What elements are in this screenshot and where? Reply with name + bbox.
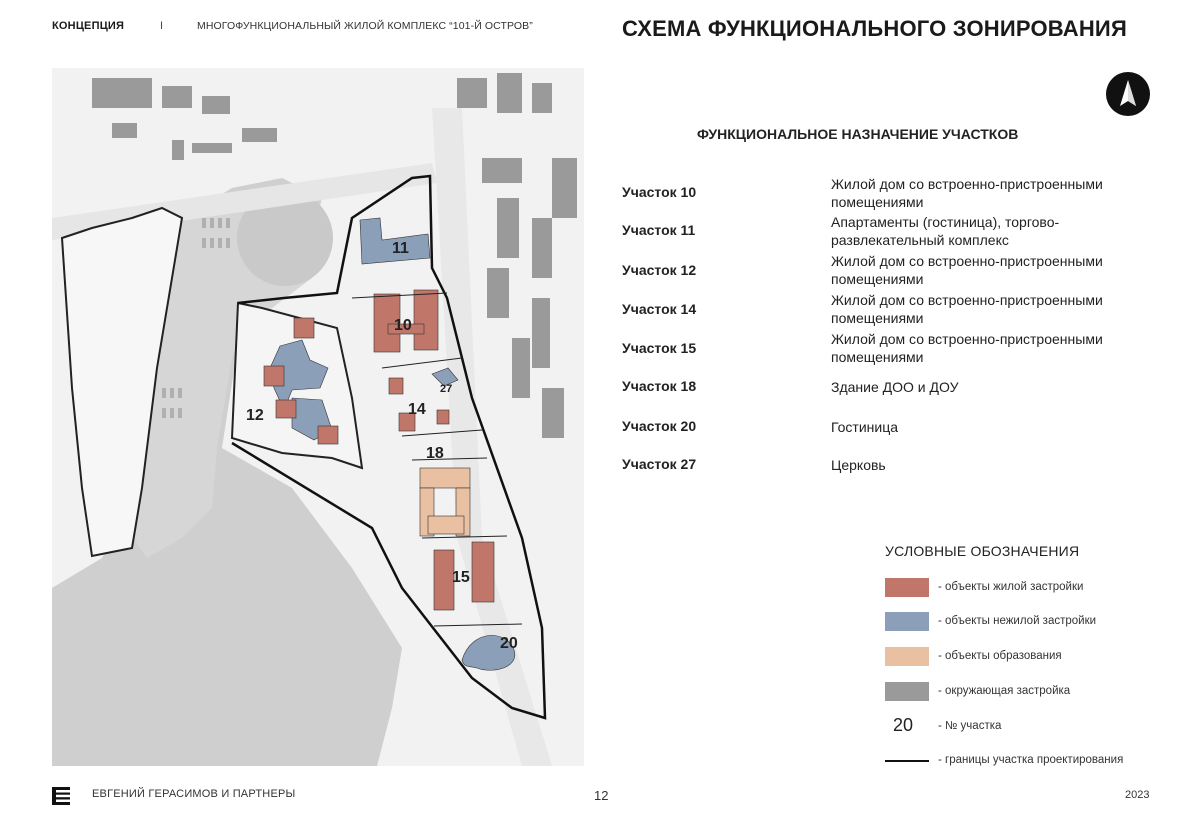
- legend-label: - окружающая застройка: [938, 685, 1071, 697]
- legend-label: - объекты нежилой застройки: [938, 615, 1097, 627]
- legend-label: - объекты жилой застройки: [938, 581, 1084, 593]
- plot-label-14: 14: [408, 401, 426, 418]
- legend-item-residential: [885, 578, 1165, 598]
- plot-name: Участок 10: [622, 184, 697, 200]
- legend-item-non-residential: [885, 612, 1165, 632]
- plot-use: Жилой дом со встроенно-пристроенными помещениями: [831, 331, 1103, 365]
- legend-item-education: [885, 647, 1165, 667]
- site-plan-map: [52, 68, 584, 766]
- plot-label-15: 15: [452, 569, 470, 586]
- plot-use: Жилой дом со встроенно-пристроенными помещениями: [831, 292, 1103, 326]
- plot-label-12: 12: [246, 407, 264, 424]
- legend-item-plot-number: [885, 717, 1165, 737]
- plot-label-27: 27: [440, 383, 453, 395]
- plot-use: Жилой дом со встроенно-пристроенными помещениями: [831, 253, 1103, 287]
- plot-name: Участок 11: [622, 222, 696, 238]
- plot-use: Гостиница: [831, 419, 899, 435]
- legend-swatch-residential: [885, 578, 929, 597]
- legend-label: - границы участка проектирования: [938, 754, 1124, 766]
- legend-title: УСЛОВНЫЕ ОБОЗНАЧЕНИЯ: [885, 543, 1080, 559]
- header-section: КОНЦЕПЦИЯ: [52, 20, 125, 32]
- legend-swatch-education: [885, 647, 929, 666]
- functions-title: ФУНКЦИОНАЛЬНОЕ НАЗНАЧЕНИЕ УЧАСТКОВ: [697, 126, 1019, 142]
- plot-name: Участок 12: [622, 262, 697, 278]
- legend-swatch-surrounding: [885, 682, 929, 701]
- plot-use: Церковь: [831, 457, 886, 473]
- legend-item-boundary: [885, 751, 1165, 771]
- plot-label-20: 20: [500, 635, 518, 652]
- plot-label-10: 10: [394, 317, 412, 334]
- legend-boundary-line: [885, 760, 929, 762]
- header-separator: I: [160, 20, 164, 32]
- footer-page-number: 12: [594, 788, 609, 803]
- plot-use: Апартаменты (гостиница), торгово-развлекательный комплекс: [831, 214, 1060, 248]
- legend-swatch-non-residential: [885, 612, 929, 631]
- plot-name: Участок 27: [622, 456, 697, 472]
- footer-firm-name: ЕВГЕНИЙ ГЕРАСИМОВ И ПАРТНЕРЫ: [92, 788, 296, 800]
- plot-name: Участок 14: [622, 301, 697, 317]
- footer-year: 2023: [1125, 789, 1150, 801]
- north-arrow-icon: [1106, 72, 1150, 116]
- plot-use: Жилой дом со встроенно-пристроенными помещениями: [831, 176, 1103, 210]
- header-project-name: МНОГОФУНКЦИОНАЛЬНЫЙ ЖИЛОЙ КОМПЛЕКС “101-Й ОСТРОВ”: [197, 20, 533, 32]
- legend-label: - объекты образования: [938, 650, 1062, 662]
- legend-plot-number-sample: 20: [893, 715, 914, 735]
- page-title: СХЕМА ФУНКЦИОНАЛЬНОГО ЗОНИРОВАНИЯ: [622, 16, 1127, 41]
- plot-name: Участок 20: [622, 418, 697, 434]
- plot-label-11: 11: [392, 240, 409, 257]
- plot-name: Участок 18: [622, 378, 697, 394]
- plot-use: Здание ДОО и ДОУ: [831, 379, 959, 395]
- plot-18-building: [420, 468, 470, 536]
- legend-item-surrounding: [885, 682, 1165, 702]
- plot-label-18: 18: [426, 445, 444, 462]
- legend-label: - № участка: [938, 720, 1002, 732]
- plot-name: Участок 15: [622, 340, 697, 356]
- firm-logo-icon: [52, 787, 70, 805]
